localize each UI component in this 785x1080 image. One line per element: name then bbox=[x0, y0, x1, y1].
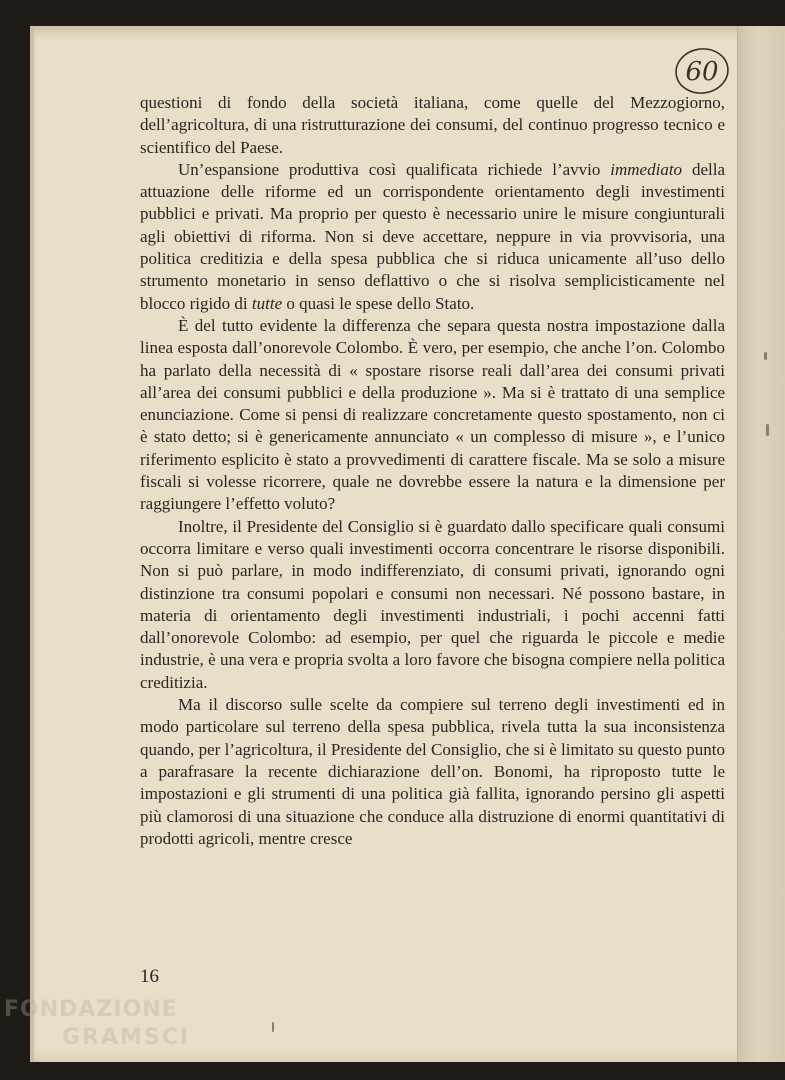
paper-speck bbox=[272, 1022, 274, 1032]
page-left-edge bbox=[30, 26, 34, 1062]
emphasis-run: immediato bbox=[610, 159, 683, 179]
handwritten-number-text: 60 bbox=[685, 57, 719, 87]
paper-speck bbox=[764, 352, 767, 360]
text-run: questioni di fondo della società italiana, come quelle del Mezzogiorno, dell’agricoltura, di una ristrutturazione dei consumi, del continuo progresso tecnico e scientifico del Paese. bbox=[140, 93, 725, 157]
handwritten-page-number bbox=[672, 44, 732, 96]
text-run: Inoltre, il Presidente del Consiglio si è guardato dallo specificare quali consumi occorra limitare e verso quali investimenti occorra concentrare le risorse disponibili. Non si può parlare, in modo indifferenziato, di consumi privati, ignorando ogni distinzione tra consumi popolari e consumi non necessari. Né possono bastare, in materia di orientamento degli investimenti industriali, i pochi accenni fatti dall’onorevole Colombo: ad esempio, per quel che riguarda le piccole e medie industrie, è una vera e propria svolta a loro favore che bisogna compiere nella politica creditizia. bbox=[140, 516, 725, 692]
fondazione-gramsci-watermark bbox=[0, 990, 200, 1060]
watermark-line-1: FONDAZIONE bbox=[4, 997, 178, 1022]
text-run: o quasi le spese dello Stato. bbox=[282, 293, 475, 313]
page-number: 16 bbox=[140, 966, 159, 987]
paragraph-4 bbox=[140, 516, 725, 694]
page-right-edge bbox=[737, 26, 785, 1062]
text-run: della attuazione delle riforme ed un corrispondente orientamento degli investimenti pubblici e privati. Ma proprio per questo è necessario unire le misure congiunturali agli obiettivi di riforma. Non si deve accettare, neppure in via provvisoria, una politica creditizia e della spesa pubblica che si riduca unicamente all’uso dello strumento monetario in senso deflattivo o che si risolva semplicisticamente nel blocco rigido di bbox=[140, 159, 725, 313]
body-text bbox=[140, 92, 725, 850]
paper-speck bbox=[766, 424, 769, 436]
paragraph-3 bbox=[140, 315, 725, 516]
paragraph-5 bbox=[140, 694, 725, 850]
text-run: È del tutto evidente la differenza che separa questa nostra impostazione dalla linea esposta dall’onorevole Colombo. È vero, per esempio, che anche l’on. Colombo ha parlato della necessità di « spostare risorse reali dall’area dei consumi privati all’area dei consumi pubblici e della produzione ». Ma si è trattato di una semplice enunciazione. Come si pensi di realizzare concretamente questo spostamento, non ci è stato detto; si è genericamente annunciato « un complesso di misure », e l’unico riferimento esplicito è stato a provvedimenti di carattere fiscale. Ma se solo a misure fiscali si volesse ricorrere, quale ne dovrebbe essere la natura e la dimensione per raggiungere l’effetto voluto? bbox=[140, 315, 725, 514]
paragraph-1 bbox=[140, 92, 725, 159]
text-run: Un’espansione produttiva così qualificata richiede l’avvio bbox=[178, 159, 611, 179]
text-run: Ma il discorso sulle scelte da compiere sul terreno degli investimenti ed in modo particolare sul terreno della spesa pubblica, rivela tutta la sua inconsistenza quando, per l’agricoltura, il Presidente del Consiglio, che si è limitato su questo punto a parafrasare la recente dichiarazione dell’on. Bonomi, ha riproposto tutte le impostazioni e gli strumenti di una politica già fallita, ignorando persino gli aspetti più clamorosi di una situazione che conduce alla distruzione di enormi quantitativi di prodotti agricoli, mentre cresce bbox=[140, 695, 725, 848]
emphasis-run: tutte bbox=[251, 293, 283, 313]
watermark-line-2: GRAMSCI bbox=[62, 1025, 191, 1050]
paragraph-2 bbox=[140, 159, 725, 315]
